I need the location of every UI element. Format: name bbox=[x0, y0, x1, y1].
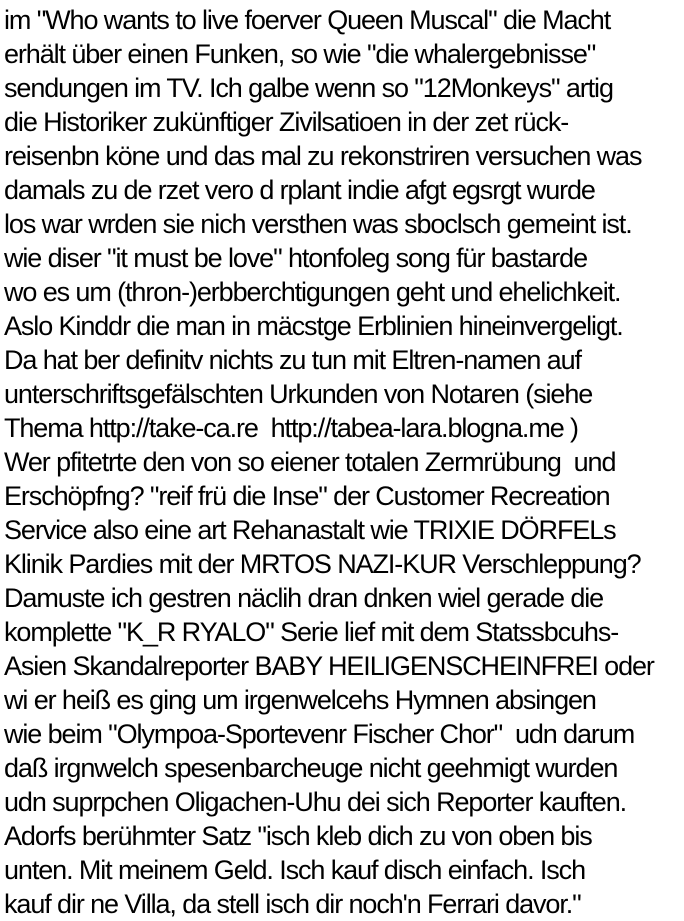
text-line: die Historiker zukünftiger Zivilsatioen in der zet rück- bbox=[4, 107, 569, 137]
text-line: Aslo Kinddr die man in mäcstge Erblinien hineinvergeligt. bbox=[4, 311, 623, 341]
text-line: Thema http://take-ca.re http://tabea-lara.blogna.me ) bbox=[4, 413, 578, 443]
text-line: Klinik Pardies mit der MRTOS NAZI-KUR Verschleppung? bbox=[4, 549, 641, 579]
text-line: Da hat ber definitv nichts zu tun mit Eltren-namen auf bbox=[4, 345, 581, 375]
text-line: wo es um (thron-)erbberchtigungen geht und ehelichkeit. bbox=[4, 277, 621, 307]
text-line: udn suprpchen Oligachen-Uhu dei sich Reporter kauften. bbox=[4, 787, 627, 817]
text-line: Wer pfitetrte den von so eiener totalen Zermrübung und bbox=[4, 447, 616, 477]
text-line: sendungen im TV. Ich galbe wenn so "12Monkeys" artig bbox=[4, 73, 613, 103]
text-line: kauf dir ne Villa, da stell isch dir noch'n Ferrari davor." bbox=[4, 889, 581, 919]
text-line: Adorfs berühmter Satz "isch kleb dich zu von oben bis bbox=[4, 821, 592, 851]
text-line: Service also eine art Rehanastalt wie TRIXIE DÖRFELs bbox=[4, 515, 616, 545]
text-line: Asien Skandalreporter BABY HEILIGENSCHEINFREI oder bbox=[4, 651, 654, 681]
text-line: im "Who wants to live foerver Queen Muscal" die Macht bbox=[4, 5, 611, 35]
text-line: unten. Mit meinem Geld. Isch kauf disch einfach. Isch bbox=[4, 855, 585, 885]
text-line: Damuste ich gestren näclih dran dnken wiel gerade die bbox=[4, 583, 604, 613]
text-line: wi er heiß es ging um irgenwelcehs Hymnen absingen bbox=[4, 685, 596, 715]
text-line: damals zu de rzet vero d rplant indie afgt egsrgt wurde bbox=[4, 175, 595, 205]
text-line: komplette "K_R RYALO" Serie lief mit dem Statssbcuhs- bbox=[4, 617, 619, 647]
text-line: reisenbn köne und das mal zu rekonstriren versuchen was bbox=[4, 141, 642, 171]
text-line: Erschöpfng? "reif frü die Inse" der Customer Recreation bbox=[4, 481, 610, 511]
text-line: wie diser "it must be love" htonfoleg song für bastarde bbox=[4, 243, 588, 273]
text-line: unterschriftsgefälschten Urkunden von Notaren (siehe bbox=[4, 379, 593, 409]
text-line: daß irgnwelch spesenbarcheuge nicht geehmigt wurden bbox=[4, 753, 618, 783]
text-line: los war wrden sie nich versthen was sboclsch gemeint ist. bbox=[4, 209, 632, 239]
text-block bbox=[4, 3, 684, 921]
text-line: wie beim "Olympoa-Sportevenr Fischer Chor" udn darum bbox=[4, 719, 635, 749]
text-line: erhält über einen Funken, so wie "die whalergebnisse" bbox=[4, 39, 596, 69]
